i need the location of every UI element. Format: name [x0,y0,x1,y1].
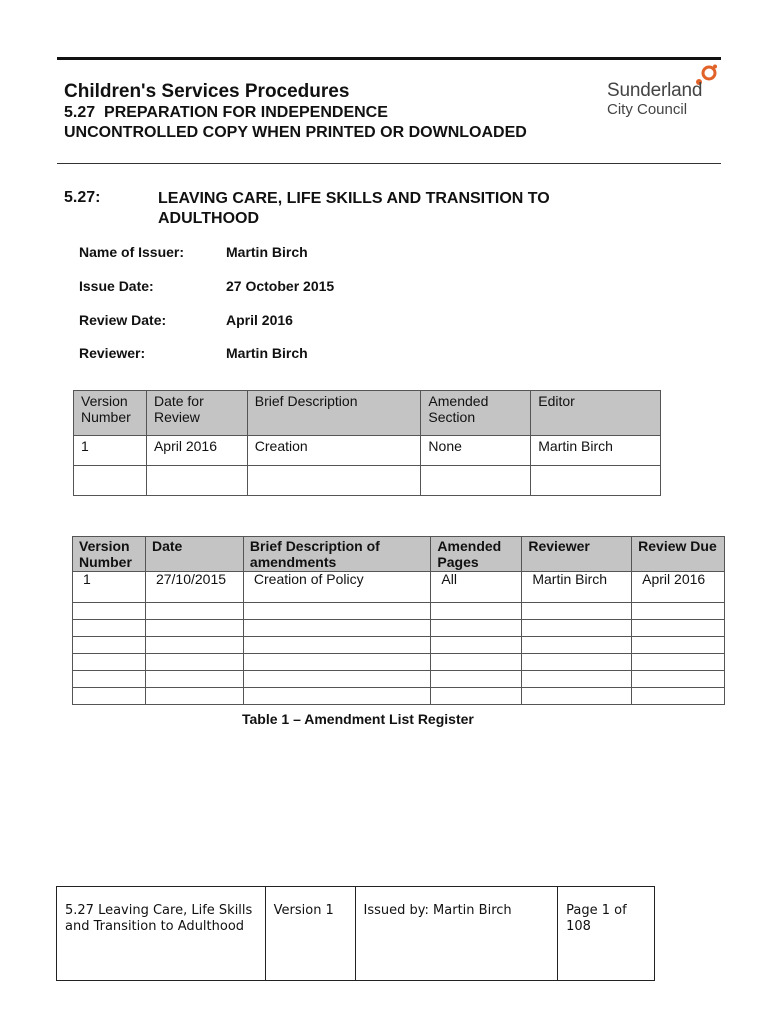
reviewer-label: Reviewer: [79,345,146,361]
header-cell: Brief Description [247,391,421,436]
table-cell: Martin Birch [522,572,632,603]
table-cell: Creation [247,436,421,466]
review-date-value: April 2016 [226,312,293,328]
section-number: 5.27: [64,189,101,206]
amendment-table [72,536,725,705]
procedure-subtitle: 5.27 PREPARATION FOR INDEPENDENCE [64,104,388,121]
footer-doc-title: 5.27 Leaving Care, Life Skills and Transition to Adulthood [57,887,266,981]
issue-date-value: 27 October 2015 [226,278,335,294]
header-cell: Review Due [632,537,725,572]
footer-page-number: Page 1 of 108 [558,887,655,981]
header-cell: Amended Pages [431,537,522,572]
section-title: LEAVING CARE, LIFE SKILLS AND TRANSITION TO ADULTHOOD [158,190,550,227]
logo-text-line1: Sunderland [607,80,703,101]
page-footer [56,886,655,981]
table-cell: 27/10/2015 [145,572,243,603]
header-divider [57,163,721,164]
table-row-empty [73,654,725,671]
version-table-header [74,391,661,436]
table-row-empty [73,637,725,654]
table-row-empty [73,620,725,637]
table-cell: None [421,436,531,466]
table-caption: Table 1 – Amendment List Register [242,711,474,727]
table-row [74,436,661,466]
header-cell: Editor [531,391,661,436]
table-row-empty [73,688,725,705]
logo-text-line2: City Council [607,101,688,118]
council-logo [607,64,725,120]
version-table [73,390,661,496]
table-row [73,572,725,603]
header-cell: Version Number [73,537,146,572]
footer-issued-by: Issued by: Martin Birch [355,887,558,981]
header-cell: Brief Description of amendments [243,537,431,572]
table-cell: April 2016 [146,436,247,466]
header-cell: Version Number [74,391,147,436]
table-cell: 1 [74,436,147,466]
copy-notice: UNCONTROLLED COPY WHEN PRINTED OR DOWNLOADED [64,124,527,141]
header-cell: Reviewer [522,537,632,572]
table-cell: Martin Birch [531,436,661,466]
table-cell: 1 [73,572,146,603]
table-cell: Creation of Policy [243,572,431,603]
issue-date-label: Issue Date: [79,278,154,294]
footer-version: Version 1 [265,887,355,981]
amendment-table-header [73,537,725,572]
header-cell: Amended Section [421,391,531,436]
table-row-empty [74,466,661,496]
table-row-empty [73,671,725,688]
reviewer-value: Martin Birch [226,345,308,361]
review-date-label: Review Date: [79,312,167,328]
table-cell: All [431,572,522,603]
page-title: Children's Services Procedures [64,81,350,102]
issuer-value: Martin Birch [226,244,308,260]
header-cell: Date for Review [146,391,247,436]
issuer-label: Name of Issuer: [79,244,185,260]
table-row-empty [73,603,725,620]
top-rule [57,57,721,60]
table-cell: April 2016 [632,572,725,603]
footer-row [57,887,655,981]
header-cell: Date [145,537,243,572]
